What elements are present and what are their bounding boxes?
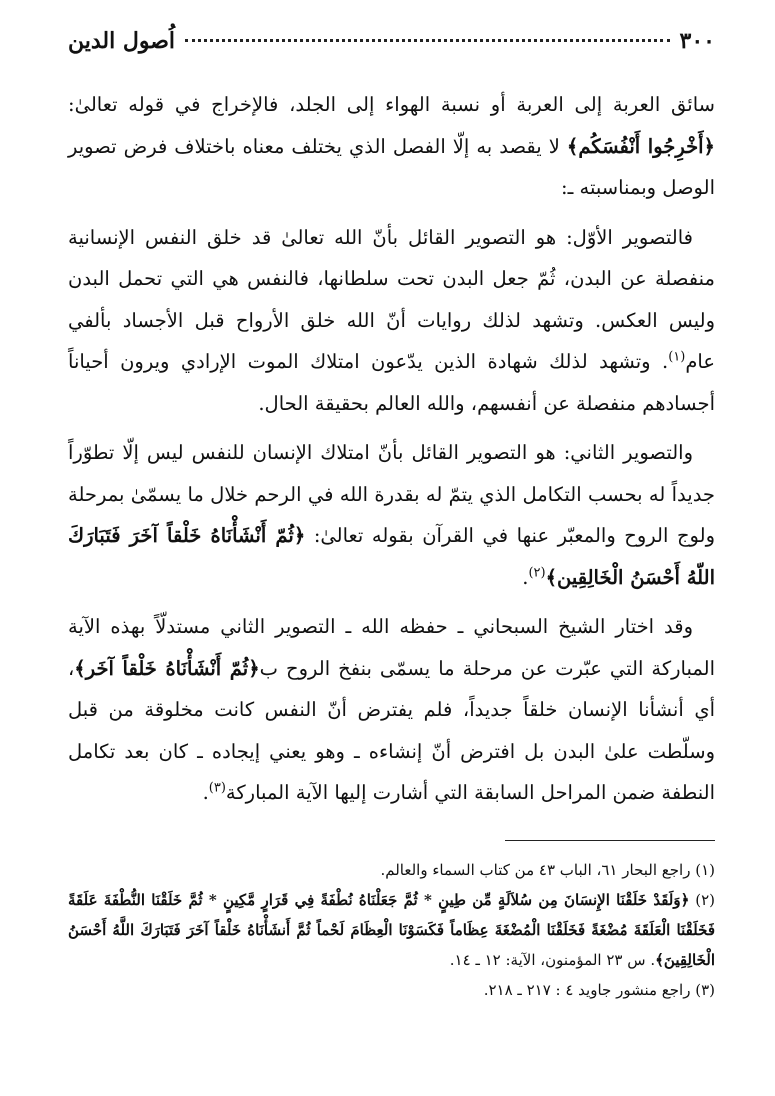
footnote-reference[interactable]: (٣): [208, 780, 226, 796]
footnote-2: [68, 885, 715, 975]
footnote-3: (٣) راجع منشور جاويد ٤ : ٢١٧ ـ ٢١٨.: [483, 980, 715, 999]
paragraph-2: [68, 217, 715, 425]
paragraph-3: [68, 432, 715, 598]
footnote-number: (٢): [695, 890, 715, 909]
paragraph-text: . وتشهد لذلك شهادة الذين يدّعون امتلاك الموت الإرادي ويرون أحياناً أجسادهم منفصلة عن أنفسهم، والله العالم بحقيقة الحال.: [68, 350, 715, 415]
footnotes: [68, 855, 715, 1005]
quran-quote: ﴿أَخْرِجُوا أَنْفُسَكُم﴾: [566, 134, 715, 158]
footnote-divider: [505, 840, 715, 841]
footnote-1: (١) راجع البحار ٦١، الباب ٤٣ من كتاب السماء والعالم.: [380, 860, 715, 879]
footnote-reference[interactable]: (٢): [528, 565, 546, 580]
paragraph-text: لا يقصد به إلّا الفصل الذي يختلف معناه باختلاف فرض تصوير الوصل وبمناسبته ـ:: [68, 134, 715, 199]
quran-quote: ﴿ثُمّ أَنْشَأْنَاهُ خَلْقاً آخَر﴾: [74, 656, 260, 680]
paragraph-text: ، أي أنشأنا الإنسان خلقاً جديداً، فلم يفترض أنّ النفس كانت مخلوقة من قبل وسلّطت علىٰ البدن بل افترض أنّ إنشاءه ـ وهو يعني إيجاده ـ كان بعد تكامل النطفة ضمن المراحل السابقة التي أشارت إليها الآية المباركة: [68, 656, 715, 804]
page-number: ٣٠٠: [679, 28, 715, 54]
book-page: [68, 28, 715, 1066]
dotted-leader: [185, 39, 670, 42]
running-header: [68, 28, 715, 68]
paragraph-text: .: [522, 565, 529, 589]
quran-quote: ﴿وَلَقَدْ خَلَقْنَا الإِنسَانَ مِن سُلاَلَةٍ مِّن طِينٍ * ثُمَّ جَعَلْنَاهُ نُطْفَةً فِي قَرَارٍ مَّكِينٍ * ثُمَّ خَلَقْنَا النُّطْفَةَ عَلَقَةً فَخَلَقْنَا الْعَلَقَةَ مُضْغَةً فَخَلَقْنَا الْمُضْغَةَ عِظَاماً فَكَسَوْنَا الْعِظَامَ لَحْماً ثُمَّ أَنشَأْنَاهُ خَلْقاً آخَرَ فَتَبَارَكَ اللَّهُ أَحْسَنُ الْخَالِقِينَ﴾: [68, 890, 715, 969]
paragraph-text: .: [202, 781, 209, 804]
footnote-citation: . س ٢٣ المؤمنون، الآية: ١٢ ـ ١٤.: [449, 950, 656, 969]
book-title: اُصول الدين: [68, 28, 176, 54]
paragraph-1: [68, 84, 715, 209]
footnote-reference[interactable]: (١): [668, 349, 686, 365]
body-text: [68, 84, 715, 814]
paragraph-text: فالتصوير الأوّل: هو التصوير القائل بأنّ الله تعالىٰ قد خلق النفس الإنسانية منفصلة عن البدن، ثُمّ جعل البدن تحت سلطانها، فالنفس هي التي تحمل البدن وليس العكس. وتشهد لذلك روايات أنّ الله خلق الأرواح قبل الأجساد بألفي عام: [68, 225, 715, 373]
paragraph-4: [68, 606, 715, 814]
quran-quote: ﴿ثُمّ أَنْشَأْنَاهُ خَلْقاً آخَرَ فَتَبَارَكَ اللّهُ أَحْسَنُ الْخَالِقِين﴾: [68, 524, 715, 589]
paragraph-text: وقد اختار الشيخ السبحاني ـ حفظه الله ـ التصوير الثاني مستدلّاً بهذه الآية المباركة التي عبّرت عن مرحلة ما يسمّى بنفخ الروح ب: [68, 615, 715, 680]
paragraph-text: والتصوير الثاني: هو التصوير القائل بأنّ امتلاك الإنسان للنفس ليس إلّا تطوّراً جديداً له بحسب التكامل الذي يتمّ له بقدرة الله في الرحم خلال ما يسمّىٰ بمرحلة ولوج الروح والمعبّر عنها في القرآن بقوله تعالىٰ:: [68, 441, 715, 547]
paragraph-text: سائق العربة إلى العربة أو نسبة الهواء إلى الجلد، فالإخراج في قوله تعالىٰ:: [68, 93, 715, 116]
